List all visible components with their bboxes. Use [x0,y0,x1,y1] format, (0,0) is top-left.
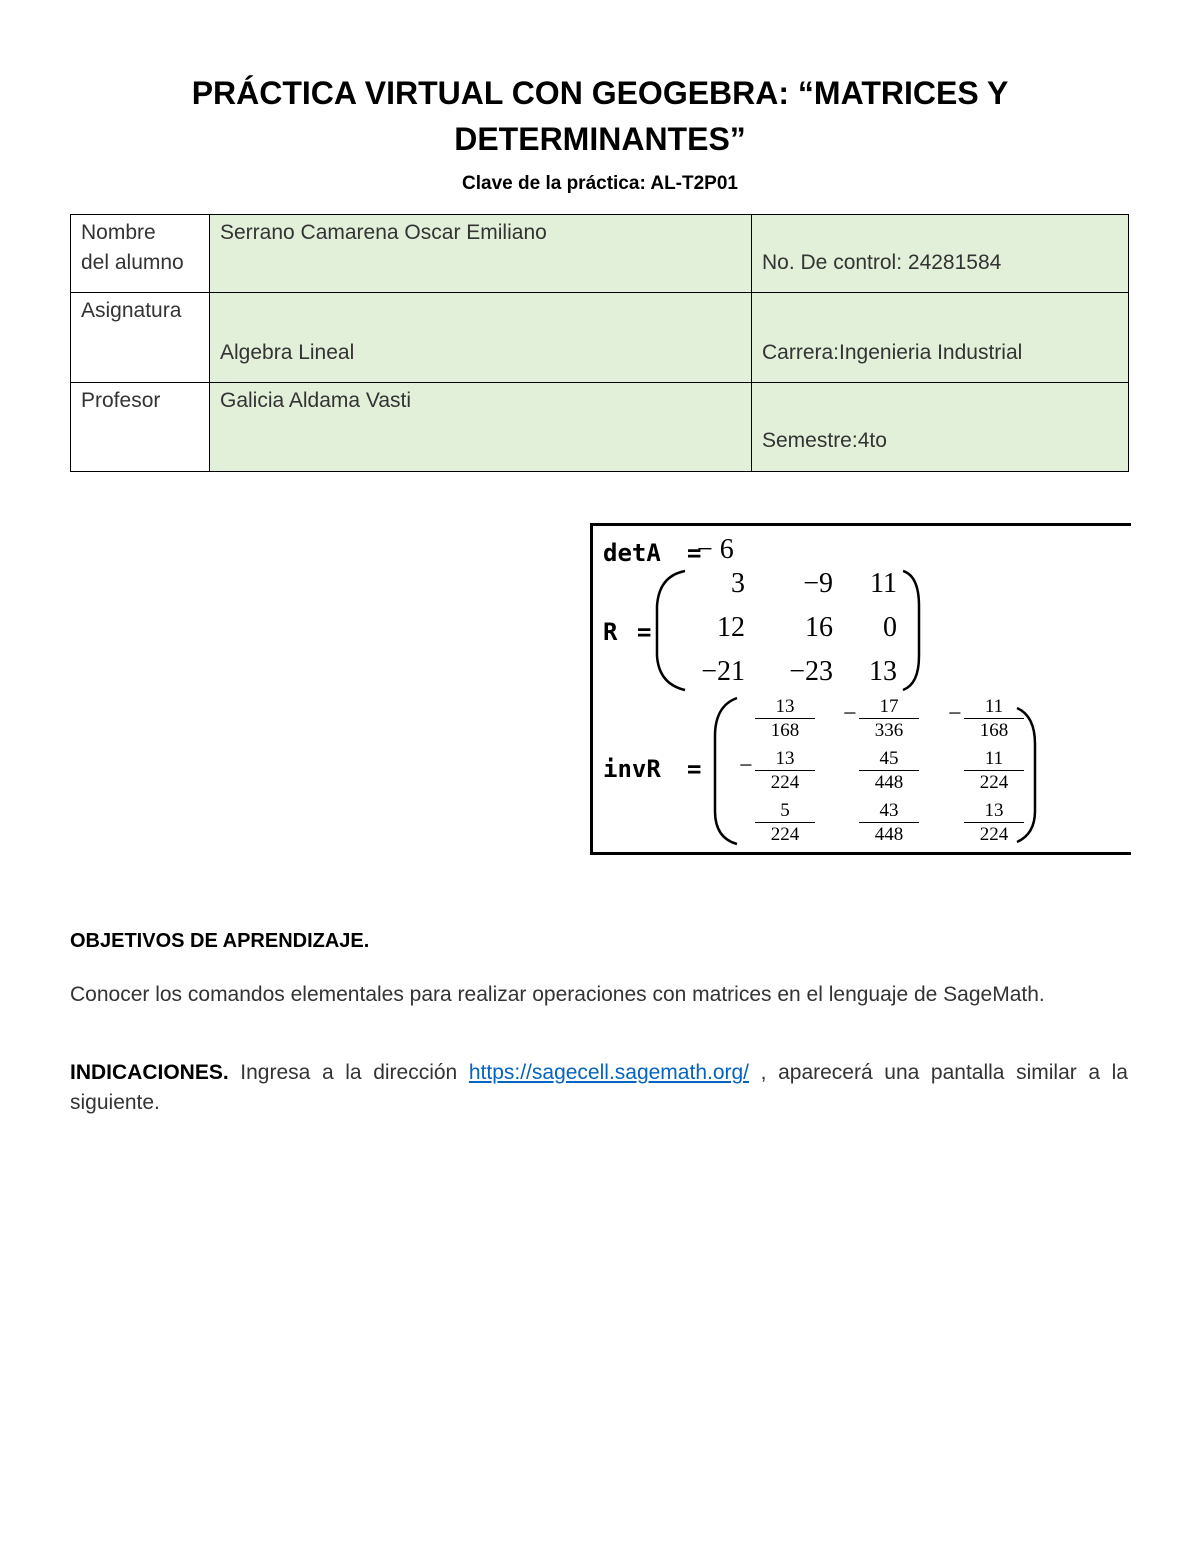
label-cell-subject: Asignatura [71,293,210,383]
R-entry: −23 [789,656,833,687]
detA-value: − 6 [697,534,734,565]
R-entry: 12 [717,612,745,643]
invR-fraction: $\frac{13}{168}$ [755,696,815,741]
invR-fraction: $\frac{11}{224}$ [964,748,1024,793]
invR-equals: = [687,755,702,783]
objectives-heading: OBJETIVOS DE APRENDIZAJE. [70,930,370,952]
invR-fraction: $\frac{17}{336}$ [859,696,919,741]
subject-cell [210,293,752,383]
student-name-cell: Serrano Camarena Oscar Emiliano [210,215,752,293]
sagecell-link[interactable]: https://sagecell.sagemath.org/ [468,1061,750,1084]
title-line-2: DETERMINANTES” [454,121,746,157]
invR-fraction: $\frac{13}{224}$ [755,748,815,793]
table-row [71,383,1129,472]
indications-text-before: Ingresa a la dirección [228,1061,469,1084]
R-entry: 0 [883,612,897,643]
R-entry: 11 [870,568,897,599]
matrix-output-image [590,523,1131,855]
invR-sign: − [843,701,857,727]
label-cell-professor: Profesor [71,383,210,472]
R-entry: −21 [701,656,745,687]
invR-sign: − [739,753,753,779]
student-info-table [70,214,1129,472]
career-cell [752,293,1129,383]
invR-fraction: $\frac{43}{448}$ [859,800,919,845]
control-number: No. De control: 24281584 [762,251,1002,274]
invR-fraction: $\frac{13}{224}$ [964,800,1024,845]
detA-equals: = [687,539,702,567]
R-entry: −9 [803,568,833,599]
document-title [70,70,1130,162]
control-number-cell [752,215,1129,293]
practice-key: Clave de la práctica: AL-T2P01 [462,173,738,194]
invR-fraction: $\frac{5}{224}$ [755,800,815,845]
R-entry: 16 [805,612,833,643]
R-entry: 3 [731,568,745,599]
career-value: Carrera:Ingenieria Industrial [762,341,1023,364]
table-row [71,215,1129,293]
R-entry: 13 [869,656,897,687]
indications-text-after: , aparecerá una pantalla similar a la siguiente. [70,1061,1128,1114]
objectives-text: Conocer los comandos elementales para realizar operaciones con matrices en el lenguaje de SageMath. [70,983,1045,1006]
label-cell-name: Nombre del alumno [71,215,210,293]
invR-sign: − [948,701,962,727]
invR-label: invR [603,755,661,783]
title-line-1: PRÁCTICA VIRTUAL CON GEOGEBRA: “MATRICES Y [191,75,1009,111]
R-right-bracket [903,571,919,690]
semester-value: Semestre:4to [762,429,887,452]
indications-heading: INDICACIONES. [70,1061,229,1084]
indications-paragraph [70,1058,1128,1118]
table-row [71,293,1129,383]
invR-fraction: $\frac{11}{168}$ [964,696,1024,741]
semester-cell [752,383,1129,472]
detA-label: detA [603,539,661,567]
R-equals: = [637,618,652,646]
invR-left-bracket [715,698,737,844]
R-label: R [603,618,618,646]
invR-fraction: $\frac{45}{448}$ [859,748,919,793]
subject-value: Algebra Lineal [220,341,355,364]
professor-cell: Galicia Aldama Vasti [210,383,752,472]
